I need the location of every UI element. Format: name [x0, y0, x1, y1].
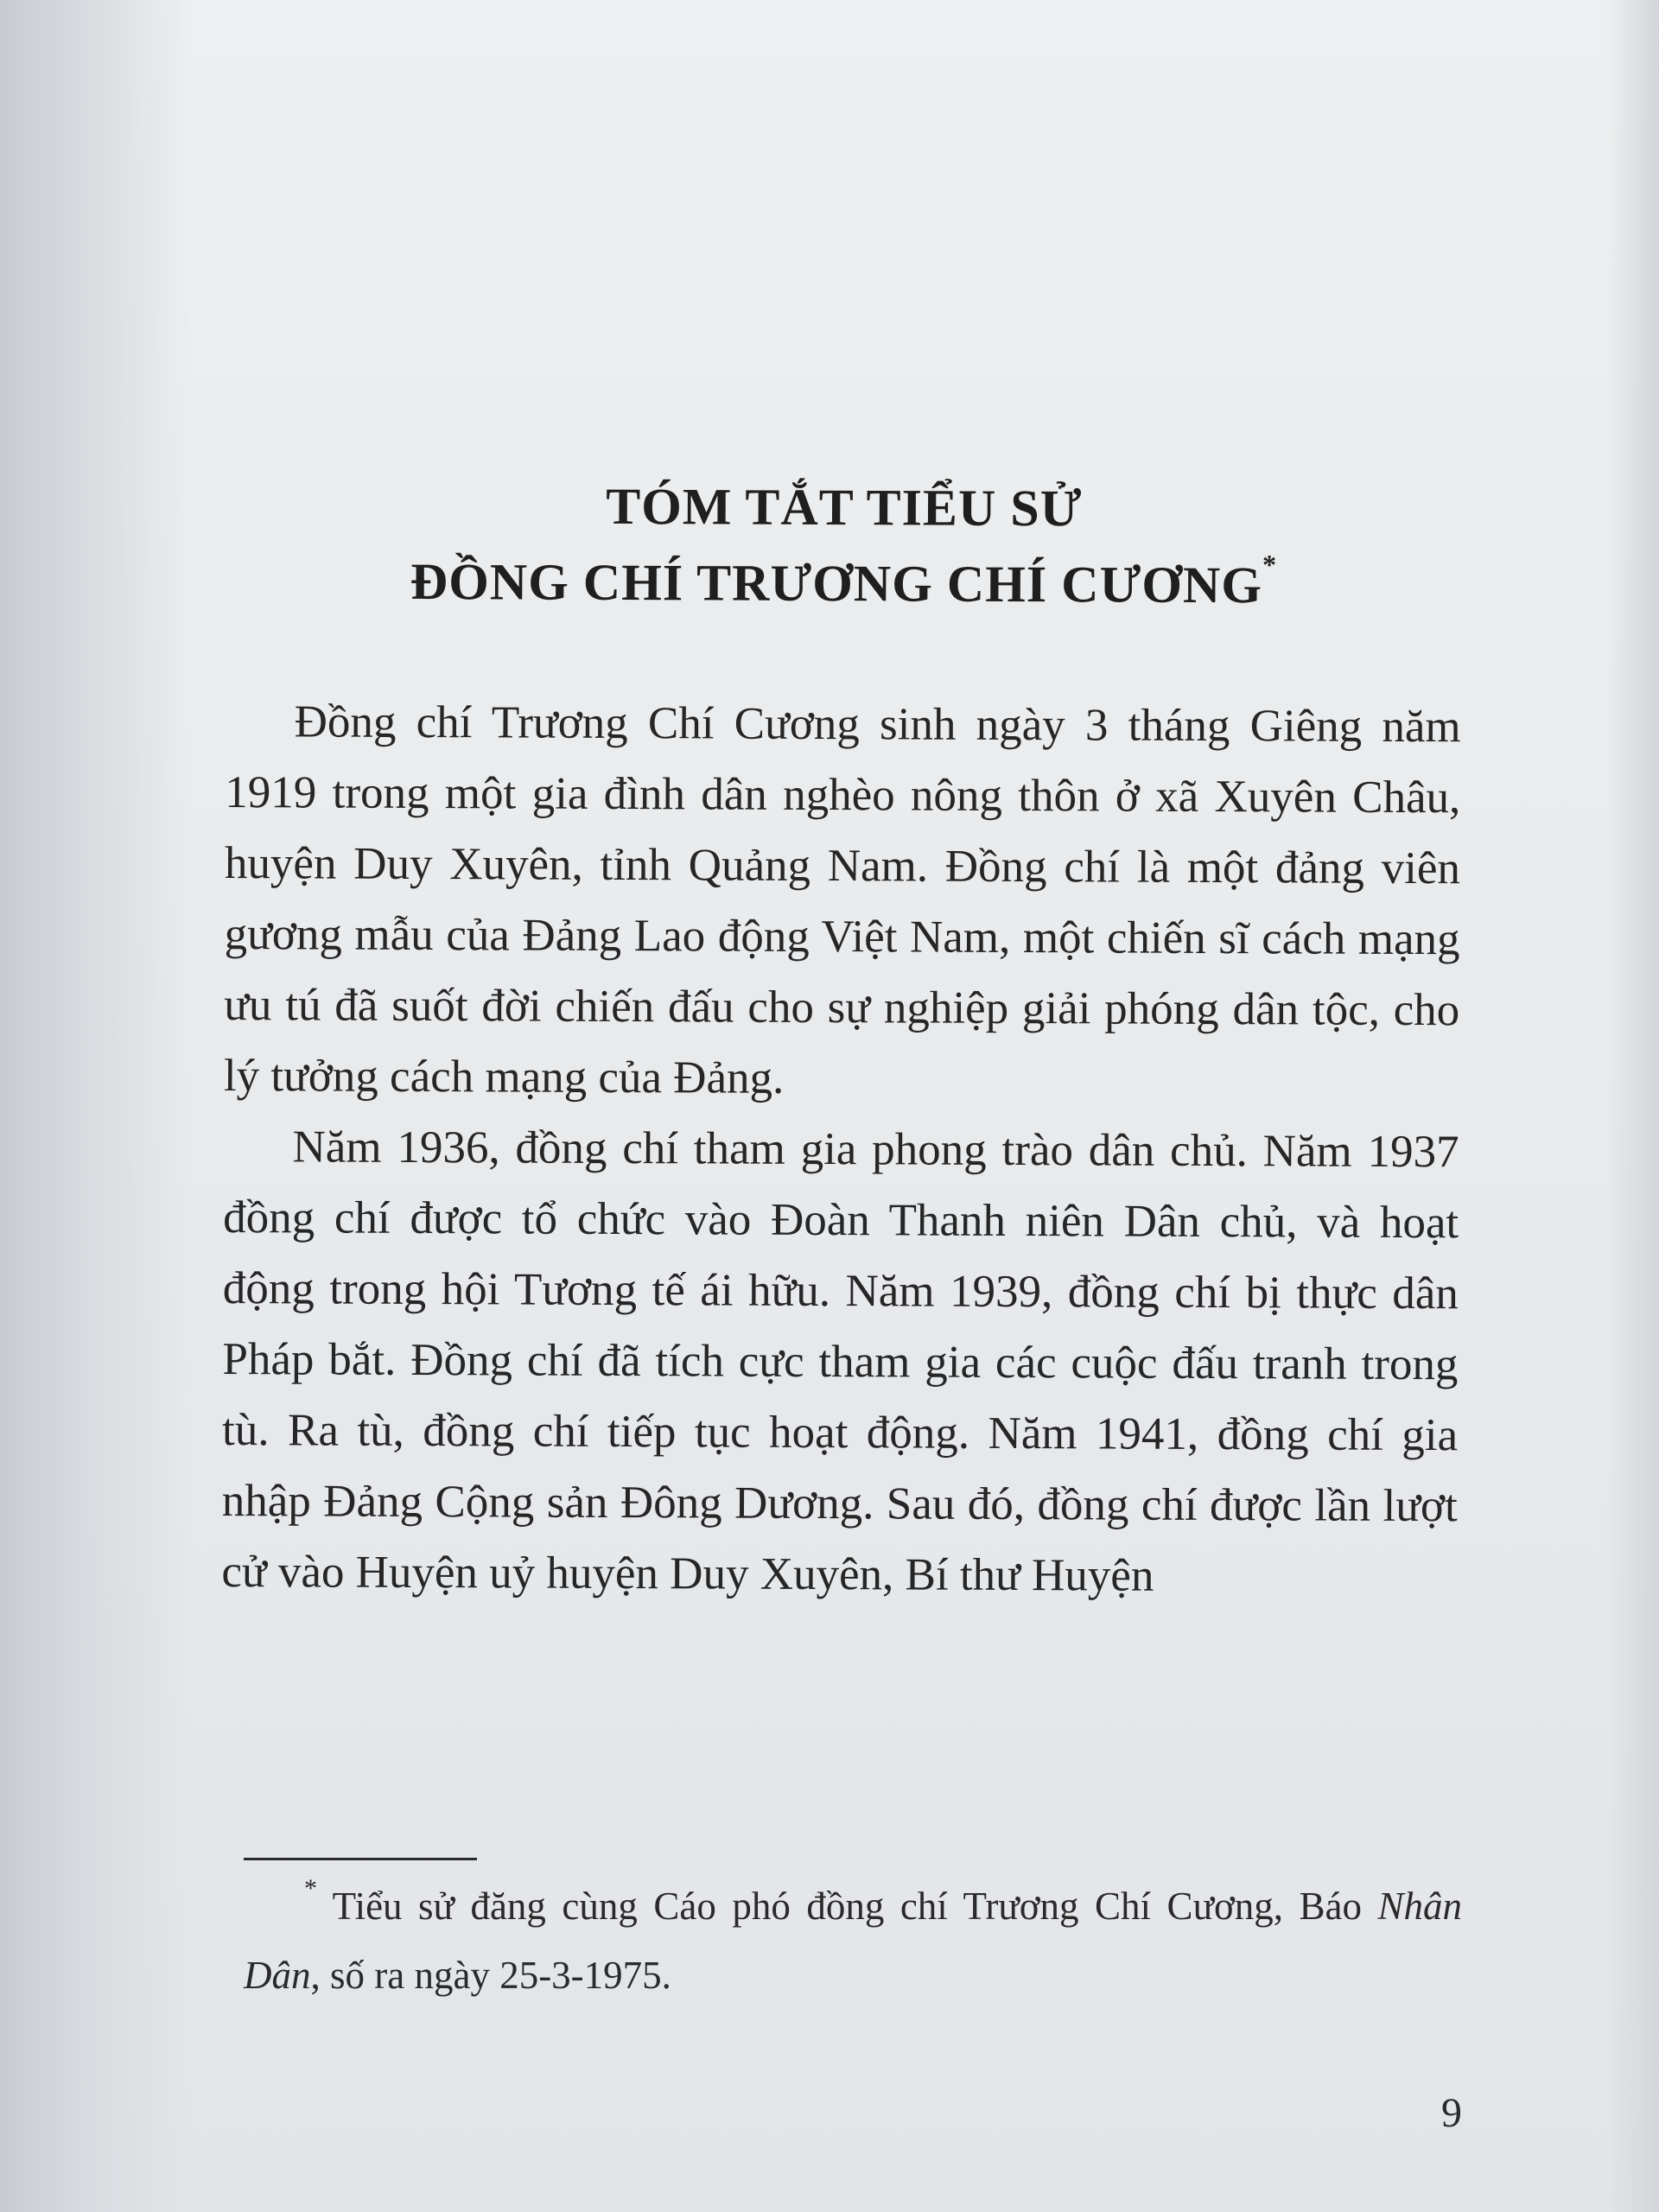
- footnote-divider: [244, 1858, 477, 1860]
- page-edge-shadow: [1607, 0, 1659, 2212]
- footnote: [244, 1872, 1462, 2010]
- footnote-newspaper-name: Nhân Dân: [244, 1885, 1462, 1997]
- title-line-1: TÓM TẮT TIỂU SỬ: [606, 477, 1083, 537]
- title-line-2: ĐỒNG CHÍ TRƯƠNG CHÍ CƯƠNG: [410, 552, 1263, 614]
- footnote-text-after: , số ra ngày 25-3-1975.: [310, 1954, 671, 1997]
- footnote-text: [244, 1872, 1462, 2010]
- body-text: [221, 686, 1461, 1612]
- footnote-mark: *: [304, 1874, 317, 1903]
- footnote-text-before: Tiểu sử đăng cùng Cáo phó đồng chí Trương Chí Cương, Báo: [317, 1885, 1378, 1928]
- page-content: [221, 467, 1462, 1612]
- paragraph-1: Đồng chí Trương Chí Cương sinh ngày 3 tháng Giêng năm 1919 trong một gia đình dân nghèo nông thôn ở xã Xuyên Châu, huyện Duy Xuyên, tỉnh Quảng Nam. Đồng chí là một đảng viên gương mẫu của Đảng Lao động Việt Nam, một chiến sĩ cách mạng ưu tú đã suốt đời chiến đấu cho sự nghiệp giải phóng dân tộc, cho lý tưởng cách mạng của Đảng.: [223, 696, 1461, 1103]
- page-title: [226, 467, 1462, 624]
- paragraph-2: Năm 1936, đồng chí tham gia phong trào dân chủ. Năm 1937 đồng chí được tổ chức vào Đoàn Thanh niên Dân chủ, và hoạt động trong hội Tương tế ái hữu. Năm 1939, đồng chí bị thực dân Pháp bắt. Đồng chí đã tích cực tham gia các cuộc đấu tranh trong tù. Ra tù, đồng chí tiếp tục hoạt động. Năm 1941, đồng chí gia nhập Đảng Cộng sản Đông Dương. Sau đó, đồng chí được lần lượt cử vào Huyện uỷ huyện Duy Xuyên, Bí thư Huyện: [221, 1122, 1459, 1601]
- title-footnote-mark: *: [1262, 549, 1278, 581]
- page-gutter-shadow: [0, 0, 190, 2212]
- page-number: 9: [1441, 2090, 1462, 2136]
